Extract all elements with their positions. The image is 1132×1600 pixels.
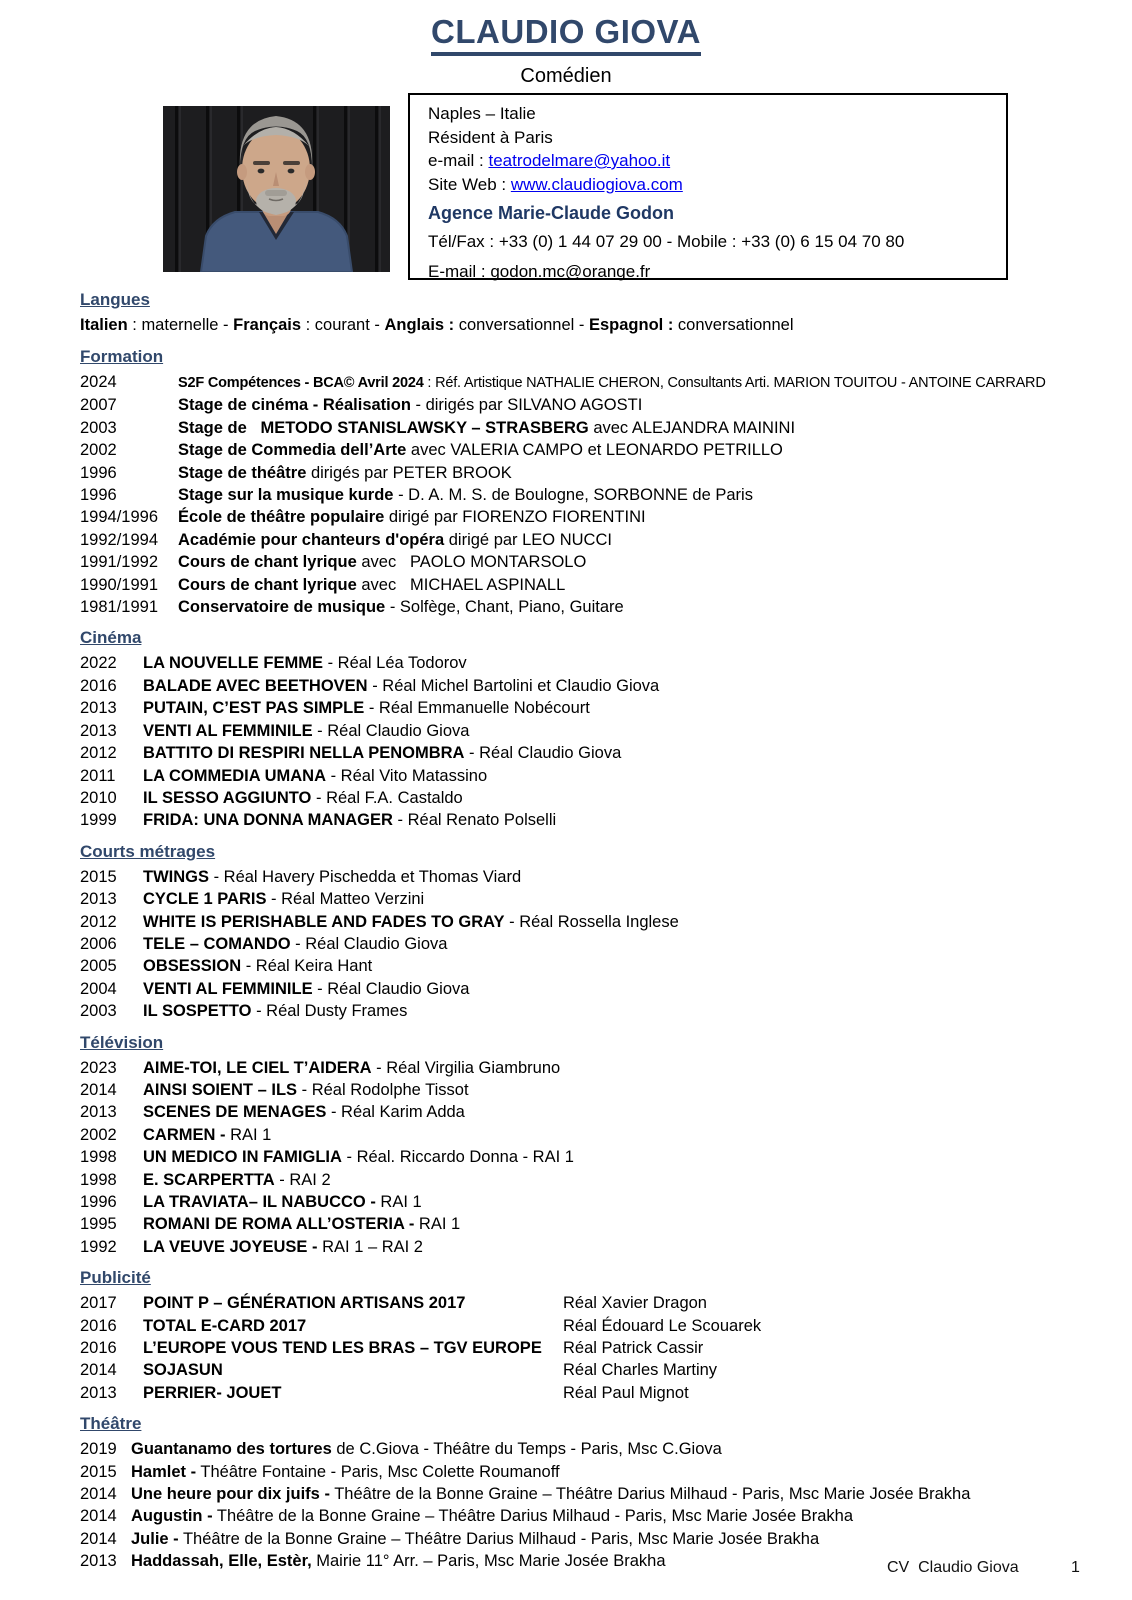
entry-detail: Théâtre de la Bonne Graine – Théâtre Darius Milhaud - Paris, Msc Marie Josée Brakha (178, 1529, 820, 1548)
entry-detail: avec VALERIA CAMPO et LEONARDO PETRILLO (406, 441, 783, 460)
entry-year: 2016 (80, 1339, 117, 1358)
entry-year: 2016 (80, 1316, 117, 1335)
entry-detail: Théâtre Fontaine - Paris, Msc Colette Roumanoff (196, 1462, 560, 1481)
entry-text (143, 675, 1132, 697)
publicite-row (80, 1359, 1132, 1381)
entry-text (178, 596, 1132, 618)
entry-detail: - Réal Dusty Frames (251, 1002, 408, 1021)
entry-detail: - Réal Claudio Giova (312, 721, 470, 740)
entry-detail: - Réal Léa Todorov (322, 654, 467, 673)
footer-page-number: 1 (1071, 1559, 1080, 1576)
entry-text (131, 1483, 1132, 1505)
cinema-row (80, 742, 1132, 764)
entry-year: 2017 (80, 1294, 117, 1313)
cinema-row (80, 765, 1132, 787)
entry-detail: RAI 1 (414, 1215, 461, 1234)
section-heading-formation: Formation (80, 347, 164, 366)
agency-email: E-mail : godon.mc@orange.fr (428, 262, 651, 281)
entry-title: Cours de chant lyrique (178, 553, 357, 572)
entry-text (143, 1382, 563, 1404)
entry-year: 1992 (80, 1237, 117, 1256)
cinema-row (80, 720, 1132, 742)
entry-title: Académie pour chanteurs d'opéra (178, 530, 445, 549)
entry-text (178, 417, 1132, 439)
entry-year: 2007 (80, 396, 117, 415)
entry-text (143, 1079, 1132, 1101)
entry-year: 1995 (80, 1215, 117, 1234)
formation-row (80, 506, 1132, 528)
entry-title: OBSESSION (143, 957, 242, 976)
entry-title: ROMANI DE ROMA ALL’OSTERIA - (143, 1215, 415, 1234)
entry-title: FRIDA: UNA DONNA MANAGER (143, 811, 393, 830)
entry-detail: - dirigés par SILVANO AGOSTI (410, 396, 643, 415)
entry-director: Réal Charles Martiny (563, 1361, 718, 1380)
section-publicite (80, 1266, 1132, 1404)
entry-text (143, 911, 1132, 933)
section-formation (80, 345, 1132, 618)
entry-detail: - Solfège, Chant, Piano, Guitare (385, 598, 624, 617)
section-heading-courts-metrages: Courts métrages (80, 841, 216, 861)
section-heading-cinema: Cinéma (80, 628, 142, 648)
entry-title: École de théâtre populaire (178, 508, 385, 527)
entry-title: AINSI SOIENT – ILS (143, 1080, 298, 1099)
entry-text (178, 484, 1132, 506)
entry-text (143, 1359, 563, 1381)
entry-title: Stage de théâtre (178, 463, 307, 482)
entry-text (143, 697, 1132, 719)
entry-title: POINT P – GÉNÉRATION ARTISANS 2017 (143, 1294, 466, 1313)
television-row (80, 1169, 1132, 1191)
entry-text (143, 866, 1132, 888)
entry-title: Guantanamo des tortures (131, 1440, 332, 1459)
entry-text (143, 1057, 1132, 1079)
theatre-row (80, 1528, 1132, 1550)
entry-detail: avec ALEJANDRA MAININI (588, 418, 796, 437)
entry-year: 2002 (80, 441, 117, 460)
entry-text (178, 462, 1132, 484)
entry-detail: dirigé par FIORENZO FIORENTINI (384, 508, 646, 527)
contact-residence: Résident à Paris (428, 127, 553, 147)
entry-text (178, 506, 1132, 528)
agency-phone: Tél/Fax : +33 (0) 1 44 07 29 00 - Mobile : +33 (0) 6 15 04 70 80 (428, 232, 905, 251)
entry-year: 1990/1991 (80, 575, 158, 594)
entry-text (143, 955, 1132, 977)
entry-title: Conservatoire de musique (178, 598, 386, 617)
entry-text (131, 1528, 1132, 1550)
formation-row (80, 439, 1132, 461)
page-title (0, 0, 1132, 56)
entry-year: 1999 (80, 811, 117, 830)
entry-year: 2014 (80, 1507, 117, 1526)
entry-year: 1991/1992 (80, 553, 158, 572)
entry-text (143, 1101, 1132, 1123)
header-row (0, 93, 1132, 280)
entry-detail: - Réal Vito Matassino (326, 766, 488, 785)
entry-detail: RAI 1 – RAI 2 (317, 1237, 423, 1256)
television-row (80, 1236, 1132, 1258)
entry-title: WHITE IS PERISHABLE AND FADES TO GRAY (143, 912, 505, 931)
entry-detail: - Réal Rodolphe Tissot (297, 1080, 469, 1099)
entry-text (178, 551, 1132, 573)
entry-title: LA VEUVE JOYEUSE - (143, 1237, 318, 1256)
television-row (80, 1057, 1132, 1079)
cinema-row (80, 652, 1132, 674)
entry-detail: - Réal. Riccardo Donna - RAI 1 (341, 1148, 574, 1167)
section-cinema (80, 626, 1132, 831)
entry-year: 2024 (80, 373, 117, 391)
entry-text (143, 1236, 1132, 1258)
portrait-photo (163, 106, 390, 272)
entry-title: VENTI AL FEMMINILE (143, 979, 313, 998)
contact-site-line (428, 173, 996, 197)
entry-title: PUTAIN, C’EST PAS SIMPLE (143, 699, 365, 718)
contact-box (408, 93, 1008, 280)
entry-director: Réal Paul Mignot (563, 1383, 689, 1402)
courts-metrages-row (80, 911, 1132, 933)
entry-year: 2014 (80, 1361, 117, 1380)
entry-detail: Mairie 11° Arr. – Paris, Msc Marie Josée Brakha (311, 1552, 666, 1571)
entry-director: Réal Xavier Dragon (563, 1294, 707, 1313)
entry-detail: - Réal Havery Pischedda et Thomas Viard (209, 867, 522, 886)
entry-detail: - Réal Claudio Giova (464, 744, 622, 763)
entry-title: Stage de Commedia dell’Arte (178, 441, 407, 460)
entry-text (143, 888, 1132, 910)
theatre-row (80, 1461, 1132, 1483)
entry-title: SCENES DE MENAGES (143, 1103, 327, 1122)
entry-title: E. SCARPERTTA (143, 1170, 275, 1189)
entry-detail: dirigés par PETER BROOK (306, 463, 512, 482)
courts-metrages-row (80, 1000, 1132, 1022)
courts-metrages-row (80, 978, 1132, 1000)
entry-year: 2016 (80, 676, 117, 695)
formation-row (80, 462, 1132, 484)
entry-year: 2006 (80, 934, 117, 953)
television-row (80, 1191, 1132, 1213)
portrait-illustration (163, 106, 390, 272)
courts-metrages-row (80, 933, 1132, 955)
entry-year: 2013 (80, 1552, 117, 1571)
entry-text (143, 978, 1132, 1000)
entry-title: TOTAL E-CARD 2017 (143, 1316, 307, 1335)
entry-text (143, 742, 1132, 764)
entry-title: Augustin - (131, 1507, 213, 1526)
entry-year: 2012 (80, 912, 117, 931)
entry-title: UN MEDICO IN FAMIGLIA (143, 1148, 342, 1167)
contact-email-line (428, 149, 996, 173)
entry-director: Réal Patrick Cassir (563, 1339, 704, 1358)
entry-detail: - RAI 2 (274, 1170, 331, 1189)
entry-detail: Théâtre de la Bonne Graine – Théâtre Darius Milhaud - Paris, Msc Marie Josée Brakha (212, 1507, 854, 1526)
website-link[interactable]: www.claudiogiova.com (510, 174, 683, 194)
entry-text (143, 933, 1132, 955)
sections (0, 345, 1132, 1573)
publicite-row (80, 1382, 1132, 1404)
entry-title: LA COMMEDIA UMANA (143, 766, 327, 785)
entry-title: AIME-TOI, LE CIEL T’AIDERA (143, 1058, 372, 1077)
formation-row (80, 394, 1132, 416)
entry-detail: avec MICHAEL ASPINALL (356, 575, 566, 594)
entry-detail: : Réf. Artistique NATHALIE CHERON, Consultants Arti. MARION TOUITOU - ANTOINE CARRARD (423, 375, 1046, 391)
entry-year: 2013 (80, 721, 117, 740)
entry-title: TELE – COMANDO (143, 934, 291, 953)
entry-text (131, 1438, 1132, 1460)
section-theatre (80, 1412, 1132, 1572)
entry-title: PERRIER- JOUET (143, 1383, 282, 1402)
entry-title: CYCLE 1 PARIS (143, 890, 267, 909)
section-courts-metrages (80, 840, 1132, 1023)
entry-title: BATTITO DI RESPIRI NELLA PENOMBRA (143, 744, 465, 763)
formation-row (80, 484, 1132, 506)
entry-detail: - Réal Claudio Giova (290, 934, 448, 953)
entry-year: 2014 (80, 1529, 117, 1548)
entry-text (143, 787, 1132, 809)
entry-year: 1998 (80, 1148, 117, 1167)
section-heading-publicite: Publicité (80, 1268, 151, 1288)
cinema-row (80, 675, 1132, 697)
entry-text (143, 1000, 1132, 1022)
footer-text: CV Claudio Giova (887, 1559, 1019, 1576)
entry-year: 2010 (80, 788, 117, 807)
television-row (80, 1079, 1132, 1101)
entry-year: 2023 (80, 1058, 117, 1077)
theatre-row (80, 1438, 1132, 1460)
entry-text (143, 1292, 563, 1314)
entry-year: 2013 (80, 699, 117, 718)
entry-year: 1994/1996 (80, 508, 158, 527)
cinema-row (80, 809, 1132, 831)
entry-detail: - Réal Matteo Verzini (266, 890, 425, 909)
entry-year: 2003 (80, 1002, 117, 1021)
entry-title: Stage de METODO STANISLAWSKY – STRASBERG (178, 418, 589, 437)
section-heading-langues: Langues (80, 290, 150, 309)
entry-title: BALADE AVEC BEETHOVEN (143, 676, 368, 695)
entry-year: 2013 (80, 1383, 117, 1402)
entry-year: 1996 (80, 1193, 117, 1211)
entry-year: 2013 (80, 1103, 117, 1122)
entry-detail: Théâtre de la Bonne Graine – Théâtre Darius Milhaud - Paris, Msc Marie Josée Brakha (329, 1485, 971, 1504)
formation-row (80, 417, 1132, 439)
agency-name: Agence Marie-Claude Godon (428, 203, 675, 223)
entry-year: 2004 (80, 979, 117, 998)
languages-line: Italien : maternelle - Français : courant - Anglais : conversationnel - Espagnol : conversationnel (80, 316, 794, 334)
entry-year: 2005 (80, 957, 117, 976)
entry-title: LA NOUVELLE FEMME (143, 654, 323, 673)
cinema-row (80, 787, 1132, 809)
entry-text (143, 720, 1132, 742)
section-television (80, 1031, 1132, 1259)
television-row (80, 1213, 1132, 1235)
entry-title: SOJASUN (143, 1361, 223, 1380)
entry-year: 1998 (80, 1170, 117, 1189)
entry-year: 1996 (80, 463, 117, 482)
entry-year: 2019 (80, 1440, 117, 1459)
entry-title: Cours de chant lyrique (178, 575, 357, 594)
entry-detail: - Réal Michel Bartolini et Claudio Giova (367, 676, 660, 695)
entry-detail: - Réal F.A. Castaldo (311, 788, 463, 807)
entry-title: L’EUROPE VOUS TEND LES BRAS – TGV EUROPE (143, 1339, 542, 1358)
entry-year: 1992/1994 (80, 530, 158, 549)
entry-title: Stage sur la musique kurde (178, 486, 394, 505)
entry-year: 2015 (80, 867, 117, 886)
entry-text (143, 1213, 1132, 1235)
television-row (80, 1146, 1132, 1168)
entry-title: Stage de cinéma - Réalisation (178, 396, 411, 415)
entry-detail: - Réal Emmanuelle Nobécourt (364, 699, 590, 718)
courts-metrages-row (80, 955, 1132, 977)
entry-title: S2F Compétences - BCA© Avril 2024 (178, 375, 424, 391)
formation-row (80, 574, 1132, 596)
television-row (80, 1101, 1132, 1123)
entry-text (143, 1191, 1132, 1213)
entry-detail: - Réal Rossella Inglese (504, 912, 679, 931)
section-heading-theatre: Théâtre (80, 1414, 142, 1434)
site-label: Site Web : (428, 174, 511, 194)
publicite-row (80, 1292, 1132, 1314)
television-row (80, 1124, 1132, 1146)
entry-director: Réal Édouard Le Scouarek (563, 1316, 762, 1335)
entry-detail: RAI 1 (375, 1193, 422, 1211)
entry-text (143, 1337, 563, 1359)
entry-detail: - Réal Karim Adda (326, 1103, 465, 1122)
entry-text (131, 1461, 1132, 1483)
publicite-row (80, 1315, 1132, 1337)
entry-title: Julie - (131, 1529, 179, 1548)
entry-year: 2022 (80, 654, 117, 673)
email-link[interactable]: teatrodelmare@yahoo.it (488, 151, 671, 170)
entry-year: 1981/1991 (80, 598, 158, 617)
entry-title: Une heure pour dix juifs - (131, 1485, 330, 1504)
publicite-row (80, 1337, 1132, 1359)
courts-metrages-row (80, 888, 1132, 910)
entry-detail: - Réal Keira Hant (241, 957, 373, 976)
entry-year: 2002 (80, 1125, 117, 1144)
section-heading-television: Télévision (80, 1032, 164, 1052)
entry-detail: avec PAOLO MONTARSOLO (356, 553, 587, 572)
entry-title: IL SESSO AGGIUNTO (143, 788, 312, 807)
entry-detail: RAI 1 (225, 1125, 272, 1144)
entry-year: 2012 (80, 744, 117, 763)
entry-year: 2003 (80, 418, 117, 437)
entry-title: CARMEN - (143, 1125, 226, 1144)
entry-detail: - Réal Claudio Giova (312, 979, 470, 998)
entry-detail: de C.Giova - Théâtre du Temps - Paris, Msc C.Giova (331, 1440, 722, 1459)
entry-text (143, 809, 1132, 831)
entry-year: 2013 (80, 890, 117, 909)
entry-year: 2014 (80, 1080, 117, 1099)
entry-text (131, 1505, 1132, 1527)
formation-row (80, 551, 1132, 573)
entry-text (143, 1146, 1132, 1168)
contact-location: Naples – Italie (428, 104, 536, 123)
entry-title: IL SOSPETTO (143, 1002, 252, 1021)
page-subtitle: Comédien (520, 65, 612, 87)
entry-text (143, 765, 1132, 787)
entry-title: Haddassah, Elle, Estèr, (131, 1552, 312, 1571)
entry-detail: - D. A. M. S. de Boulogne, SORBONNE de Paris (393, 486, 753, 505)
entry-year: 2011 (80, 766, 116, 785)
entry-text (178, 529, 1132, 551)
section-langues (80, 288, 1132, 337)
entry-text (178, 574, 1132, 596)
courts-metrages-row (80, 866, 1132, 888)
entry-detail: - Réal Renato Polselli (392, 811, 557, 830)
theatre-row (80, 1483, 1132, 1505)
entry-title: LA TRAVIATA– IL NABUCCO - (143, 1193, 376, 1211)
cinema-row (80, 697, 1132, 719)
formation-row (80, 529, 1132, 551)
entry-detail: - Réal Virgilia Giambruno (371, 1058, 561, 1077)
entry-year: 1996 (80, 486, 117, 505)
formation-row (80, 371, 1132, 394)
formation-row (80, 596, 1132, 618)
entry-text (143, 652, 1132, 674)
entry-text (143, 1315, 563, 1337)
entry-title: TWINGS (143, 867, 209, 886)
entry-title: VENTI AL FEMMINILE (143, 721, 313, 740)
entry-detail: dirigé par LEO NUCCI (444, 530, 612, 549)
entry-title: Hamlet - (131, 1462, 197, 1481)
entry-year: 2014 (80, 1485, 117, 1504)
page-title-text: CLAUDIO GIOVA (431, 13, 701, 56)
entry-text (178, 372, 1132, 394)
entry-text (143, 1124, 1132, 1146)
entry-text (178, 439, 1132, 461)
entry-year: 2015 (80, 1462, 117, 1481)
entry-text (143, 1169, 1132, 1191)
email-label: e-mail : (428, 151, 489, 170)
theatre-row (80, 1505, 1132, 1527)
entry-text (178, 394, 1132, 416)
